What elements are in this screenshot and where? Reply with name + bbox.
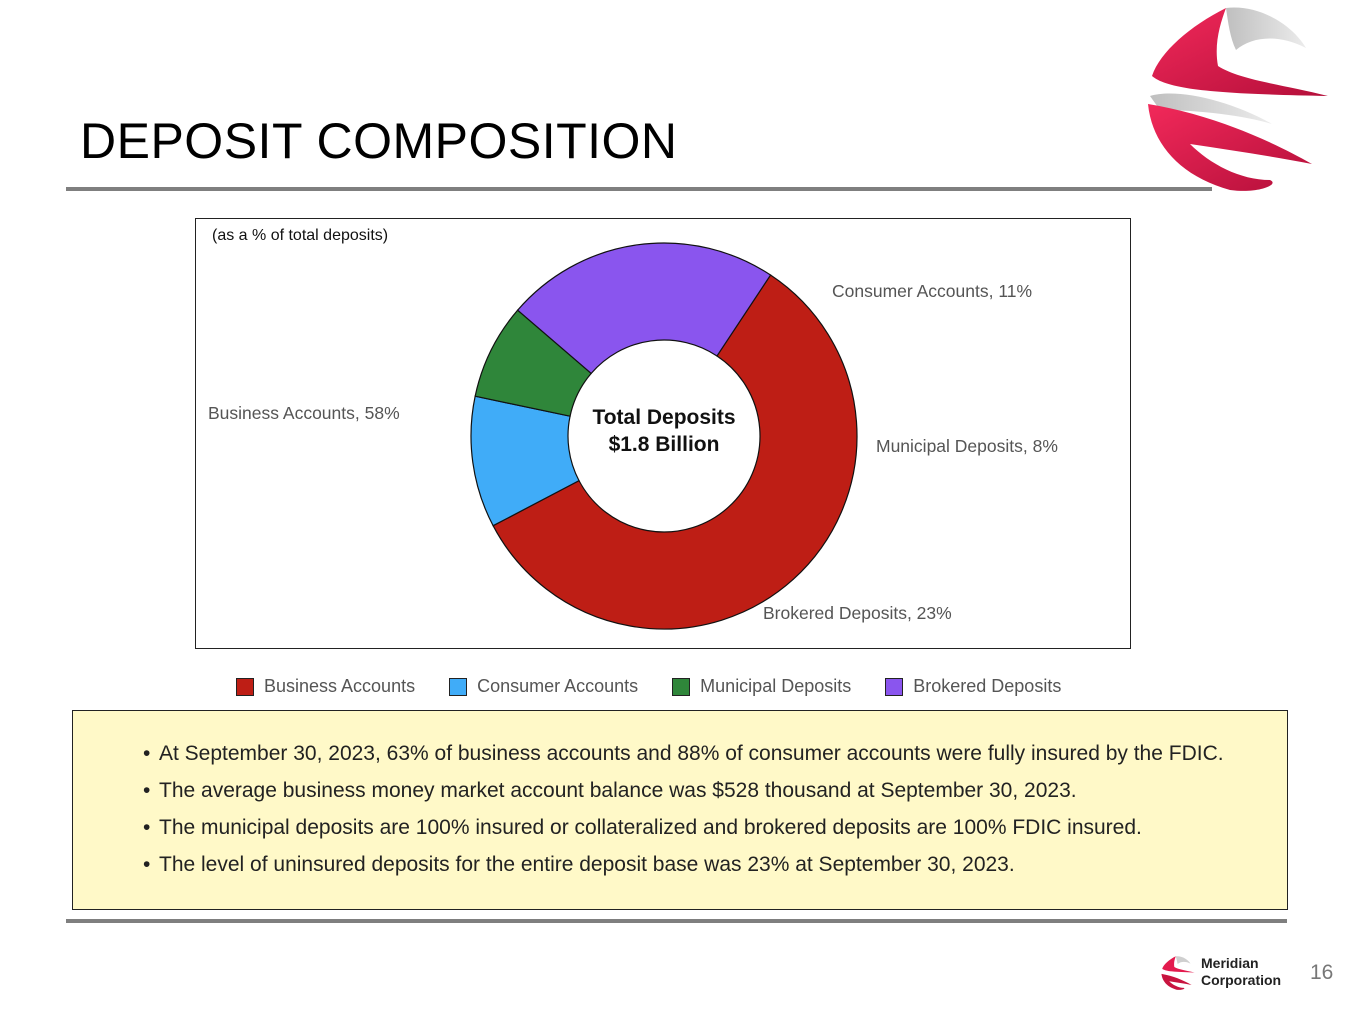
legend-label: Consumer Accounts	[477, 676, 639, 696]
note-item: • The average business money market account balance was $528 thousand at September 30, 2023.	[143, 778, 1253, 804]
legend-item-business	[236, 676, 415, 697]
company-name-line1: Meridian	[1201, 955, 1259, 971]
company-logo-icon	[1140, 4, 1336, 194]
legend-item-consumer	[449, 676, 638, 697]
chart-frame	[195, 218, 1131, 649]
note-item: • At September 30, 2023, 63% of business accounts and 88% of consumer accounts were fully insured by the FDIC.	[143, 741, 1253, 767]
legend-swatch	[672, 678, 690, 696]
legend-label: Business Accounts	[264, 676, 416, 696]
footer-company-name	[1201, 955, 1281, 989]
title-divider	[66, 187, 1212, 191]
note-item: • The municipal deposits are 100% insured or collateralized and brokered deposits are 100% FDIC insured.	[143, 815, 1253, 841]
legend-item-brokered	[885, 676, 1061, 697]
chart-subtitle: (as a % of total deposits)	[212, 227, 389, 244]
chart-legend	[236, 676, 1061, 697]
legend-item-municipal	[672, 676, 851, 697]
footer-divider	[66, 919, 1287, 923]
page-number: 16	[1310, 961, 1334, 984]
legend-swatch	[885, 678, 903, 696]
slice-label-brokered: Brokered Deposits, 23%	[763, 603, 952, 623]
notes-list	[143, 741, 1253, 889]
notes-box	[72, 710, 1288, 910]
center-label-line2: $1.8 Billion	[608, 433, 720, 456]
donut-chart	[196, 219, 1129, 647]
company-name-line2: Corporation	[1201, 972, 1282, 988]
note-item: • The level of uninsured deposits for the entire deposit base was 23% at September 30, 2023.	[143, 852, 1253, 878]
legend-swatch	[449, 678, 467, 696]
slice-label-municipal: Municipal Deposits, 8%	[876, 436, 1058, 456]
legend-label: Municipal Deposits	[700, 676, 852, 696]
footer-logo-icon	[1160, 955, 1196, 991]
legend-swatch	[236, 678, 254, 696]
legend-label: Brokered Deposits	[913, 676, 1062, 696]
page-title: DEPOSIT COMPOSITION	[80, 113, 678, 169]
center-label-line1: Total Deposits	[592, 406, 736, 429]
slice-label-business: Business Accounts, 58%	[208, 403, 400, 423]
slice-label-consumer: Consumer Accounts, 11%	[832, 281, 1033, 301]
